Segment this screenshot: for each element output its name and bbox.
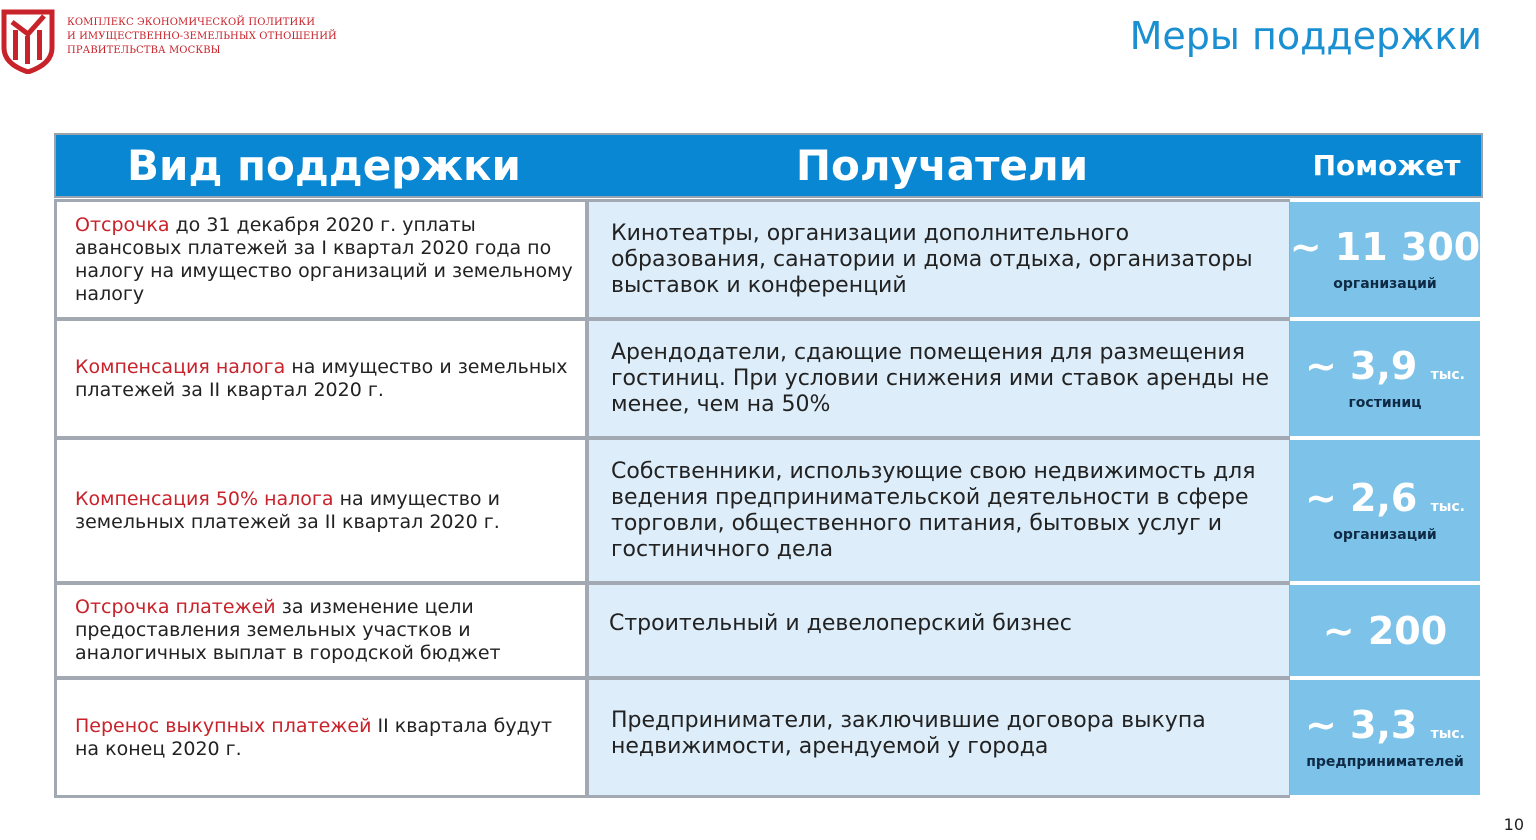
table-row-1-recipients — [586, 199, 1292, 320]
impact-subject: организаций — [1333, 276, 1437, 292]
table-row-3-impact — [1290, 437, 1483, 584]
impact-subject: предпринимателей — [1306, 754, 1464, 770]
impact-number — [1305, 346, 1465, 395]
type-description: на имущество и земельных платежей за II квартал 2020 г. — [75, 355, 568, 401]
table-row-4-recipients — [586, 582, 1292, 679]
table-row-4-impact — [1290, 582, 1483, 679]
org-line-3: ПРАВИТЕЛЬСТВА МОСКВЫ — [67, 45, 221, 56]
org-line-2: И ИМУЩЕСТВЕННО-ЗЕМЕЛЬНЫХ ОТНОШЕНИЙ — [67, 31, 337, 42]
table-header — [54, 133, 1483, 198]
impact-value: ~ 2,6 — [1304, 476, 1418, 520]
impact-number — [1290, 227, 1481, 276]
impact-subject: организаций — [1333, 527, 1437, 543]
table-row-1-impact — [1290, 199, 1483, 320]
table-row-5-recipients — [586, 677, 1292, 798]
table-row-3-type — [54, 437, 588, 584]
header-impact: Поможет — [1312, 149, 1461, 182]
type-description: II квартала будут на конец 2020 г. — [75, 714, 553, 760]
table-row-3-recipients — [586, 437, 1292, 584]
type-highlight: Перенос выкупных платежей — [75, 714, 372, 737]
table-row-4-type — [54, 582, 588, 679]
impact-subject: гостиниц — [1348, 395, 1422, 411]
organization-name — [67, 16, 337, 58]
type-description: до 31 декабря 2020 г. уплаты авансовых платежей за I квартал 2020 года по налогу на имущество организаций и земельному налогу — [75, 213, 573, 305]
table-row-5-type — [54, 677, 588, 798]
recipients-text: Кинотеатры, организации дополнительного образования, санатории и дома отдыха, организаторы выставок и конференций — [611, 220, 1253, 298]
page-number: 10 — [1503, 815, 1524, 834]
table-row-5-impact — [1290, 677, 1483, 798]
table-row-2-type — [54, 318, 588, 439]
header-support-type: Вид поддержки — [127, 141, 521, 190]
type-highlight: Компенсация 50% налога — [75, 487, 334, 510]
recipients-text: Арендодатели, сдающие помещения для размещения гостиниц. При условии снижения ими ставок аренды не менее, чем на 50% — [611, 339, 1270, 417]
impact-value: ~ 3,3 — [1304, 703, 1418, 747]
table-row-1-type — [54, 199, 588, 320]
impact-number — [1322, 608, 1448, 653]
header-recipients: Получатели — [795, 141, 1089, 190]
impact-value: ~ 3,9 — [1304, 344, 1418, 388]
recipients-text: Собственники, использующие свою недвижимость для ведения предпринимательской деятельности в сфере торговли, общественного питания, бытовых услуг и гостиничного дела — [611, 458, 1256, 562]
impact-unit: тыс. — [1430, 499, 1466, 515]
type-highlight: Отсрочка платежей — [75, 596, 276, 618]
impact-value: ~ 11 300 — [1289, 225, 1481, 269]
impact-number — [1305, 478, 1465, 527]
table-row-2-impact — [1290, 318, 1483, 439]
moscow-government-logo — [0, 8, 56, 74]
recipients-text: Предприниматели, заключившие договора выкупа недвижимости, арендуемой у города — [611, 708, 1206, 759]
page-title: Меры поддержки — [1129, 14, 1482, 58]
type-description: за изменение цели предоставления земельных участков и аналогичных выплат в городской бюджет — [75, 596, 501, 664]
type-highlight: Отсрочка — [75, 213, 170, 236]
impact-unit: тыс. — [1430, 367, 1466, 383]
recipients-text: Строительный и девелоперский бизнес — [609, 611, 1072, 636]
impact-number — [1305, 705, 1465, 754]
org-line-1: КОМПЛЕКС ЭКОНОМИЧЕСКОЙ ПОЛИТИКИ — [67, 17, 316, 28]
type-description: на имущество и земельных платежей за II квартал 2020 г. — [75, 487, 500, 533]
impact-value: ~ 200 — [1322, 608, 1448, 653]
type-highlight: Компенсация налога — [75, 355, 286, 378]
impact-unit: тыс. — [1430, 726, 1466, 742]
table-row-2-recipients — [586, 318, 1292, 439]
